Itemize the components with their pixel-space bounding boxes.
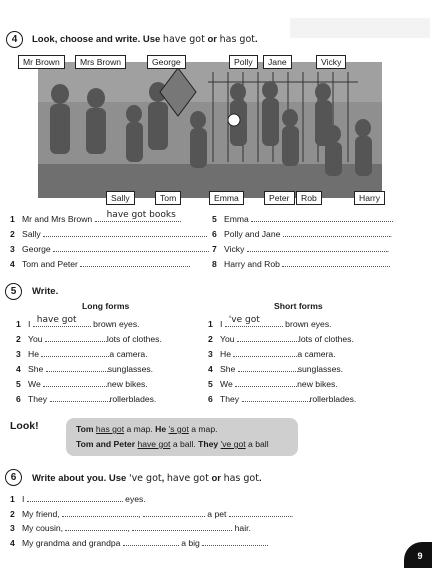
ex6-item-3: 3 My cousin, , hair. xyxy=(10,523,251,533)
ex6-answer-4b[interactable] xyxy=(202,536,266,546)
label-peter: Peter xyxy=(264,191,295,205)
ex6-answer-4a[interactable] xyxy=(123,536,179,546)
exercise-4-instruction: Look, choose and write. Use have got or has got. xyxy=(32,34,258,45)
long-answer-3[interactable] xyxy=(41,347,109,357)
long-answer-5[interactable] xyxy=(43,377,107,387)
short-item-5: 5 We new bikes. xyxy=(208,379,338,389)
ex4-item-6: 6 Polly and Jane . xyxy=(212,229,393,239)
short-answer-2[interactable] xyxy=(237,332,299,342)
ex4-answer-3[interactable] xyxy=(53,242,209,252)
ex4-answer-6[interactable] xyxy=(283,227,390,237)
ex4-item-8: 8 Harry and Rob . xyxy=(212,259,391,269)
ex4-answer-4[interactable] xyxy=(80,257,190,267)
short-item-3: 3 He a camera. xyxy=(208,349,336,359)
label-sally: Sally xyxy=(106,191,135,205)
short-item-2: 2 You lots of clothes. xyxy=(208,334,354,344)
long-answer-2[interactable] xyxy=(45,332,107,342)
ex4-answer-2[interactable] xyxy=(43,227,207,237)
ex6-answer-2a[interactable] xyxy=(62,507,138,517)
ex6-answer-1[interactable] xyxy=(27,492,123,502)
ex4-answer-7[interactable] xyxy=(247,242,387,252)
ex6-answer-2b[interactable] xyxy=(143,507,205,517)
exercise-5-title: Write. xyxy=(32,286,59,297)
long-item-6: 6 They rollerblades. xyxy=(16,394,157,404)
look-line-1: Tom has got a map. He 's got a map. xyxy=(76,424,218,434)
exercise-6-number: 6 xyxy=(5,469,22,486)
short-answer-4[interactable] xyxy=(238,362,298,372)
ex6-item-4: 4 My grandma and grandpa a big . xyxy=(10,538,269,548)
ex4-item-4: 4 Tom and Peter xyxy=(10,257,190,269)
ex6-answer-3b[interactable] xyxy=(132,521,232,531)
long-forms-heading: Long forms xyxy=(82,301,130,311)
exercise-6-instruction: Write about you. Use 've got, have got or has got. xyxy=(32,473,262,484)
short-answer-6[interactable] xyxy=(242,392,310,402)
faded-header-bleed xyxy=(290,18,430,38)
label-mr-brown: Mr Brown xyxy=(18,55,65,69)
label-emma: Emma xyxy=(209,191,244,205)
ex4-item-7: 7 Vicky . xyxy=(212,244,390,254)
long-item-3: 3 He a camera. xyxy=(16,349,148,359)
ex6-answer-2c[interactable] xyxy=(229,507,291,517)
ex4-item-1: 1 Mr and Mrs Brown have got books xyxy=(10,212,181,224)
look-line-2: Tom and Peter have got a ball. They 've got a ball xyxy=(76,439,269,449)
page-number: 9 xyxy=(404,542,432,568)
exercise-5-number: 5 xyxy=(5,283,22,300)
short-item-1: 1 I 've got brown eyes. xyxy=(208,315,332,329)
long-answer-1[interactable]: have got xyxy=(33,317,91,327)
long-item-1: 1 I have got brown eyes. xyxy=(16,315,140,329)
short-item-6: 6 They rollerblades. xyxy=(208,394,357,404)
ex4-answer-8[interactable] xyxy=(282,257,388,267)
short-item-4: 4 She sunglasses. xyxy=(208,364,344,374)
label-george: George xyxy=(147,55,186,69)
look-title: Look! xyxy=(10,420,39,432)
short-answer-1[interactable]: 've got xyxy=(225,317,283,327)
label-jane: Jane xyxy=(263,55,292,69)
exercise-4-number: 4 xyxy=(6,31,23,48)
long-item-2: 2 You lots of clothes. xyxy=(16,334,162,344)
long-item-5: 5 We new bikes. xyxy=(16,379,148,389)
label-mrs-brown: Mrs Brown xyxy=(75,55,126,69)
short-forms-heading: Short forms xyxy=(274,301,323,311)
ex4-item-5: 5 Emma . xyxy=(212,214,394,224)
ex4-answer-1[interactable]: have got books xyxy=(95,212,181,222)
label-rob: Rob xyxy=(296,191,322,205)
cartoon-characters-illustration xyxy=(38,62,382,198)
ex4-item-2: 2 Sally xyxy=(10,227,207,239)
label-polly: Polly xyxy=(229,55,258,69)
label-vicky: Vicky xyxy=(316,55,346,69)
long-answer-4[interactable] xyxy=(46,362,108,372)
long-answer-6[interactable] xyxy=(50,392,110,402)
ex6-item-1: 1 I eyes. xyxy=(10,494,146,504)
ex6-item-2: 2 My friend, , a pet . xyxy=(10,509,294,519)
ex4-item-3: 3 George xyxy=(10,242,209,254)
label-tom: Tom xyxy=(155,191,181,205)
short-answer-5[interactable] xyxy=(235,377,297,387)
ex4-answer-5[interactable] xyxy=(251,212,391,222)
short-answer-3[interactable] xyxy=(233,347,297,357)
ex6-answer-3a[interactable] xyxy=(65,521,127,531)
label-harry: Harry xyxy=(354,191,385,205)
long-item-4: 4 She sunglasses. xyxy=(16,364,154,374)
